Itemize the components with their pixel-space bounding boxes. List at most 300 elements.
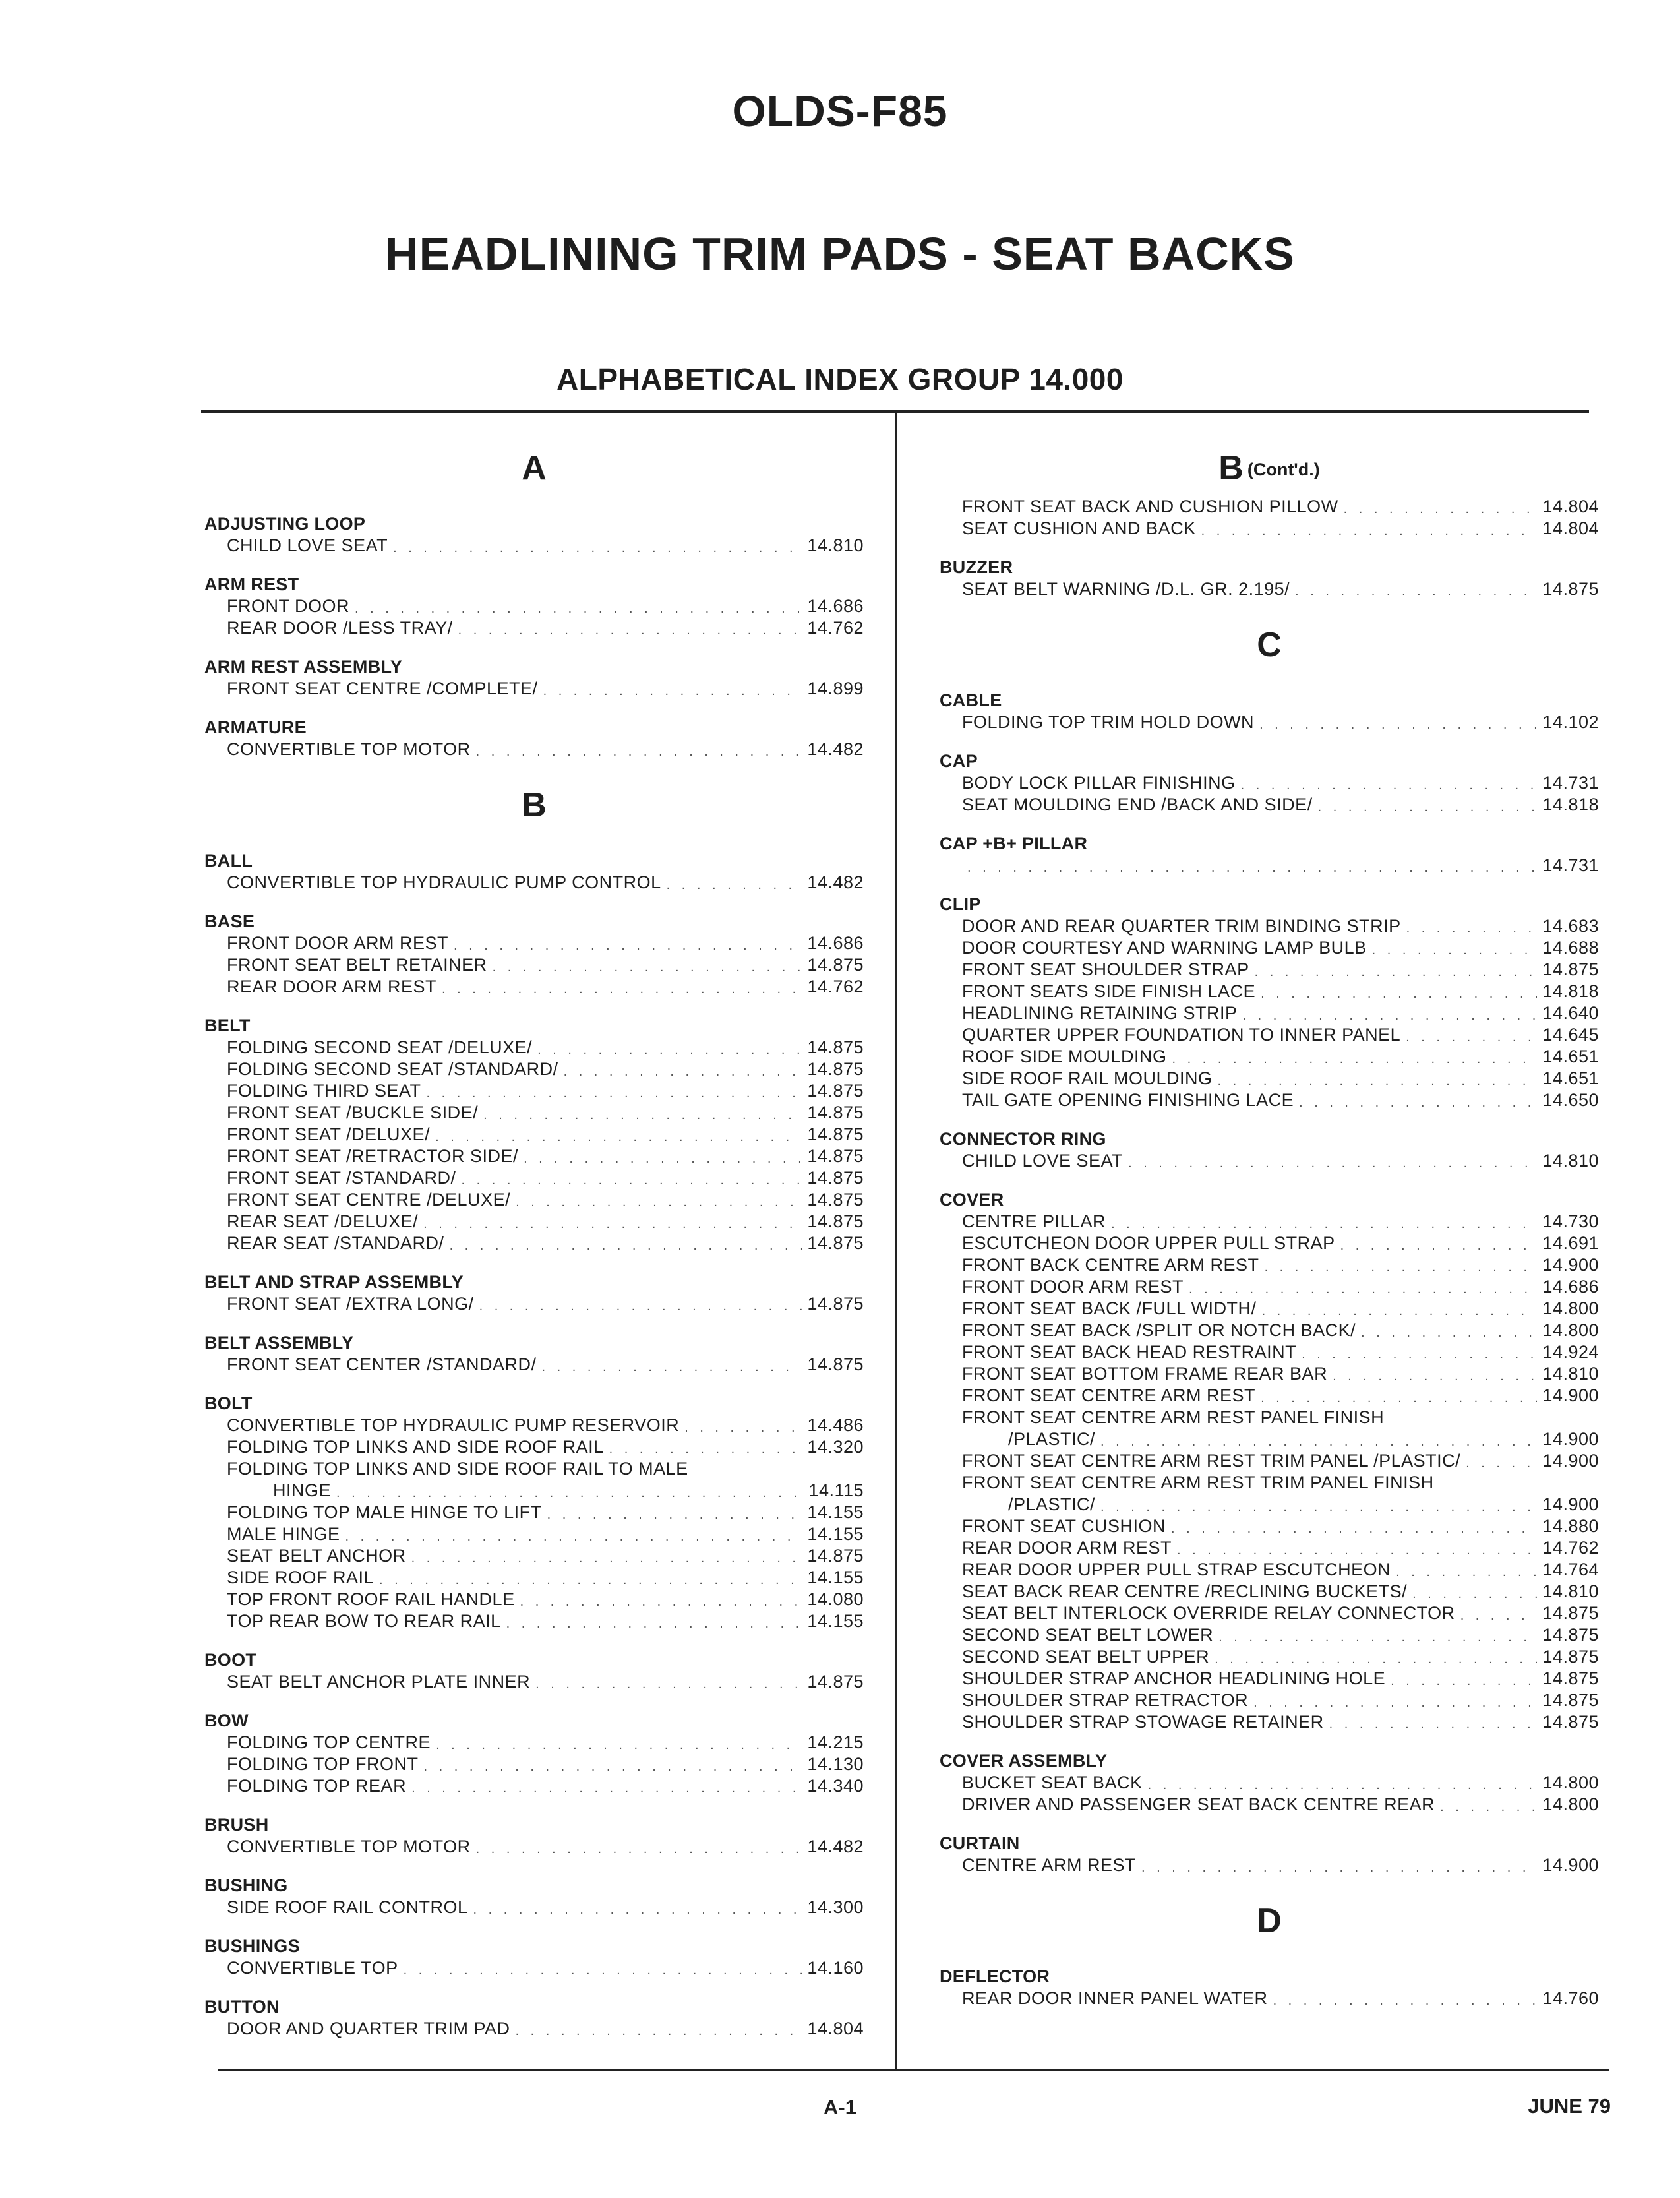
index-entry xyxy=(204,976,864,998)
index-entry xyxy=(940,712,1599,733)
group-heading: BUZZER xyxy=(940,557,1013,577)
make-title: OLDS-F85 xyxy=(732,86,948,135)
dot-leader xyxy=(543,683,802,700)
index-entry xyxy=(940,1407,1599,1428)
group-heading: COVER xyxy=(940,1190,1004,1209)
entry-label: FRONT SEAT /STANDARD/ xyxy=(227,1168,456,1188)
entry-label: FRONT SEAT BELT RETAINER xyxy=(227,955,487,975)
dot-leader xyxy=(345,1528,802,1545)
index-title: ALPHABETICAL INDEX GROUP 14.000 xyxy=(556,362,1124,396)
entry-label: REAR DOOR UPPER PULL STRAP ESCUTCHEON xyxy=(962,1560,1391,1579)
dot-leader xyxy=(542,1358,802,1376)
dot-leader xyxy=(1255,963,1538,981)
entry-reference-number: 14.155 xyxy=(807,1502,864,1522)
dot-leader xyxy=(684,1419,802,1436)
index-entry xyxy=(204,1124,864,1145)
index-entry xyxy=(940,1772,1599,1794)
entry-reference-number: 14.875 xyxy=(807,955,864,975)
entry-reference-number: 14.760 xyxy=(1542,1988,1599,2008)
dot-leader xyxy=(524,1150,802,1167)
entry-label: FRONT SEAT SHOULDER STRAP xyxy=(962,960,1249,979)
index-entry xyxy=(940,1002,1599,1024)
entry-label: /PLASTIC/ xyxy=(1008,1494,1096,1514)
dot-leader xyxy=(1340,1237,1538,1254)
index-entry xyxy=(940,1320,1599,1341)
index-group xyxy=(204,1814,864,1858)
entry-reference-number: 14.875 xyxy=(807,1546,864,1566)
index-group xyxy=(204,1015,864,1254)
entry-label: SEAT BELT INTERLOCK OVERRIDE RELAY CONNECTOR xyxy=(962,1603,1455,1623)
index-entry xyxy=(204,1458,864,1480)
index-group xyxy=(940,833,1599,876)
index-entry xyxy=(940,518,1599,539)
dot-leader xyxy=(1189,1281,1537,1298)
letter-section xyxy=(940,441,1599,539)
index-entry xyxy=(204,1480,864,1502)
dot-leader xyxy=(1318,799,1538,816)
entry-label: CONVERTIBLE TOP MOTOR xyxy=(227,739,471,759)
group-heading: BUTTON xyxy=(204,1997,280,2017)
group-heading: BOOT xyxy=(204,1650,257,1670)
index-entry xyxy=(204,1897,864,1918)
index-entry xyxy=(204,1167,864,1189)
section-letter xyxy=(204,778,864,833)
dot-leader xyxy=(1412,1585,1537,1603)
index-entry xyxy=(204,1545,864,1567)
left-index-column xyxy=(204,441,864,2040)
dot-leader xyxy=(404,1962,802,1979)
entry-reference-number: 14.762 xyxy=(807,618,864,638)
entry-label: FOLDING SECOND SEAT /STANDARD/ xyxy=(227,1059,558,1079)
entry-reference-number: 14.875 xyxy=(1542,1603,1599,1623)
dot-leader xyxy=(1299,1094,1537,1111)
group-heading: ARMATURE xyxy=(204,717,307,737)
entry-label: SIDE ROOF RAIL xyxy=(227,1568,375,1587)
dot-leader xyxy=(535,1676,802,1693)
dot-leader xyxy=(476,743,802,760)
entry-reference-number: 14.080 xyxy=(807,1589,864,1609)
dot-leader xyxy=(411,1780,802,1797)
dot-leader xyxy=(411,1550,802,1567)
entry-reference-number: 14.818 xyxy=(1542,795,1599,814)
index-entry xyxy=(204,932,864,954)
index-entry xyxy=(940,1211,1599,1233)
entry-label: FRONT SEAT /BUCKLE SIDE/ xyxy=(227,1103,479,1122)
dot-leader xyxy=(1243,1007,1538,1024)
dot-leader xyxy=(427,1085,802,1102)
entry-reference-number: 14.320 xyxy=(807,1437,864,1457)
entry-label: QUARTER UPPER FOUNDATION TO INNER PANEL xyxy=(962,1025,1401,1045)
index-entry xyxy=(940,1341,1599,1363)
entry-label: SEAT BELT ANCHOR xyxy=(227,1546,406,1566)
entry-reference-number: 14.875 xyxy=(1542,1690,1599,1710)
index-entry xyxy=(204,595,864,617)
dot-leader xyxy=(473,1901,802,1918)
index-group xyxy=(940,1128,1599,1172)
index-group xyxy=(204,1332,864,1376)
letter-section xyxy=(940,617,1599,673)
group-heading: ARM REST xyxy=(204,574,299,594)
entry-reference-number: 14.651 xyxy=(1542,1047,1599,1066)
index-entry xyxy=(204,1189,864,1211)
dot-leader xyxy=(1440,1798,1537,1816)
dot-leader xyxy=(424,1758,802,1775)
dot-leader xyxy=(1261,1389,1537,1407)
index-group xyxy=(940,1833,1599,1876)
entry-label: CHILD LOVE SEAT xyxy=(962,1151,1124,1171)
index-entry xyxy=(940,959,1599,981)
index-entry xyxy=(204,1102,864,1124)
entry-label: REAR DOOR ARM REST xyxy=(227,977,437,996)
entry-reference-number: 14.900 xyxy=(1542,1255,1599,1275)
index-entry xyxy=(204,1354,864,1376)
index-entry xyxy=(940,1624,1599,1646)
entry-reference-number: 14.683 xyxy=(1542,916,1599,936)
dot-leader xyxy=(435,1128,802,1145)
index-group xyxy=(940,1966,1599,2009)
entry-reference-number: 14.686 xyxy=(807,596,864,616)
entry-reference-number: 14.731 xyxy=(1542,855,1599,875)
index-entry xyxy=(204,1567,864,1589)
index-entry xyxy=(940,1089,1599,1111)
dot-leader xyxy=(479,1298,802,1315)
entry-reference-number: 14.115 xyxy=(808,1481,864,1500)
entry-reference-number: 14.482 xyxy=(807,739,864,759)
index-entry xyxy=(204,1211,864,1233)
entry-label: FRONT SEATS SIDE FINISH LACE xyxy=(962,981,1256,1001)
section-letter-text: C xyxy=(1257,626,1282,664)
dot-leader xyxy=(1148,1777,1538,1794)
entry-reference-number: 14.215 xyxy=(807,1732,864,1752)
entry-label: TOP REAR BOW TO REAR RAIL xyxy=(227,1611,501,1631)
entry-label: FOLDING TOP LINKS AND SIDE ROOF RAIL TO MALE xyxy=(227,1459,688,1479)
dot-leader xyxy=(1302,1346,1537,1363)
dot-leader xyxy=(564,1063,802,1080)
dot-leader xyxy=(516,1194,802,1211)
dot-leader xyxy=(462,1172,802,1189)
index-entry xyxy=(940,1254,1599,1276)
entry-reference-number: 14.730 xyxy=(1542,1211,1599,1231)
entry-label: SECOND SEAT BELT UPPER xyxy=(962,1647,1210,1666)
dot-leader xyxy=(483,1107,802,1124)
entry-label: FRONT SEAT BOTTOM FRAME REAR BAR xyxy=(962,1364,1328,1384)
dot-leader xyxy=(667,876,802,894)
entry-label: REAR SEAT /DELUXE/ xyxy=(227,1211,419,1231)
index-entry xyxy=(204,1293,864,1315)
group-heading: BUSHINGS xyxy=(204,1936,300,1956)
dot-leader xyxy=(1273,1992,1538,2009)
entry-reference-number: 14.875 xyxy=(807,1168,864,1188)
dot-leader xyxy=(516,2023,802,2040)
entry-label: ESCUTCHEON DOOR UPPER PULL STRAP xyxy=(962,1233,1335,1253)
dot-leader xyxy=(393,539,802,557)
index-entry xyxy=(940,937,1599,959)
entry-label: FRONT SEAT BACK /SPLIT OR NOTCH BACK/ xyxy=(962,1320,1356,1340)
dot-leader xyxy=(1100,1498,1537,1515)
entry-label: FRONT SEAT CENTER /STANDARD/ xyxy=(227,1355,537,1374)
issue-date: JUNE 79 xyxy=(1528,2094,1611,2118)
entry-reference-number: 14.875 xyxy=(807,1146,864,1166)
entry-reference-number: 14.900 xyxy=(1542,1386,1599,1405)
entry-reference-number: 14.800 xyxy=(1542,1773,1599,1792)
entry-label: REAR DOOR INNER PANEL WATER xyxy=(962,1988,1268,2008)
dot-leader xyxy=(336,1484,803,1502)
group-heading: BELT AND STRAP ASSEMBLY xyxy=(204,1272,464,1292)
entry-label: HEADLINING RETAINING STRIP xyxy=(962,1003,1238,1023)
entry-reference-number: 14.762 xyxy=(807,977,864,996)
entry-label: FRONT SEAT CENTRE ARM REST PANEL FINISH xyxy=(962,1407,1385,1427)
dot-leader xyxy=(1361,1324,1537,1341)
index-entry xyxy=(204,1836,864,1858)
index-entry xyxy=(940,1988,1599,2009)
index-entry xyxy=(204,678,864,700)
dot-leader xyxy=(355,600,802,617)
continued-label: (Cont'd.) xyxy=(1247,460,1320,479)
entry-reference-number: 14.762 xyxy=(1542,1538,1599,1558)
dot-leader xyxy=(1259,716,1537,733)
index-group xyxy=(204,1393,864,1632)
index-entry xyxy=(204,1523,864,1545)
entry-reference-number: 14.160 xyxy=(807,1958,864,1978)
entry-label: FRONT DOOR ARM REST xyxy=(227,933,449,953)
entry-reference-number: 14.486 xyxy=(807,1415,864,1435)
entry-reference-number: 14.155 xyxy=(807,1611,864,1631)
dot-leader xyxy=(454,937,802,954)
dot-leader xyxy=(520,1593,802,1610)
dot-leader xyxy=(1215,1651,1537,1668)
entry-label: SEAT BACK REAR CENTRE /RECLINING BUCKETS/ xyxy=(962,1581,1408,1601)
index-group xyxy=(204,850,864,894)
entry-label: SEAT MOULDING END /BACK AND SIDE/ xyxy=(962,795,1313,814)
dot-leader xyxy=(1172,1051,1538,1068)
entry-reference-number: 14.640 xyxy=(1542,1003,1599,1023)
entry-reference-number: 14.804 xyxy=(1542,497,1599,516)
entry-reference-number: 14.875 xyxy=(1542,1625,1599,1645)
entry-reference-number: 14.875 xyxy=(807,1294,864,1314)
entry-label: FOLDING THIRD SEAT xyxy=(227,1081,421,1101)
entry-reference-number: 14.155 xyxy=(807,1568,864,1587)
dot-leader xyxy=(1218,1629,1537,1646)
dot-leader xyxy=(1406,920,1538,937)
entry-label: FRONT SEAT /RETRACTOR SIDE/ xyxy=(227,1146,519,1166)
index-group xyxy=(204,717,864,760)
index-group xyxy=(204,1875,864,1918)
section-letter-text: A xyxy=(522,449,547,487)
entry-reference-number: 14.810 xyxy=(1542,1581,1599,1601)
entry-label: CONVERTIBLE TOP HYDRAULIC PUMP CONTROL xyxy=(227,872,661,892)
index-entry xyxy=(940,855,1599,876)
dot-leader xyxy=(436,1736,802,1754)
entry-label: FRONT SEAT CUSHION xyxy=(962,1516,1166,1536)
index-entry xyxy=(940,1537,1599,1559)
entry-reference-number: 14.731 xyxy=(1542,773,1599,793)
dot-leader xyxy=(1253,1694,1537,1711)
index-entry xyxy=(940,1385,1599,1407)
dot-leader xyxy=(967,859,1537,876)
dot-leader xyxy=(1265,1259,1538,1276)
group-heading: CURTAIN xyxy=(940,1833,1020,1853)
group-heading: ADJUSTING LOOP xyxy=(204,514,366,534)
dot-leader xyxy=(476,1841,802,1858)
entry-label: /PLASTIC/ xyxy=(1008,1429,1096,1449)
entry-label: DOOR AND REAR QUARTER TRIM BINDING STRIP xyxy=(962,916,1401,936)
entry-label: FRONT SEAT CENTRE ARM REST xyxy=(962,1386,1256,1405)
dot-leader xyxy=(1128,1155,1537,1172)
dot-leader xyxy=(506,1615,802,1632)
entry-label: TOP FRONT ROOF RAIL HANDLE xyxy=(227,1589,515,1609)
entry-reference-number: 14.691 xyxy=(1542,1233,1599,1253)
group-heading: CAP +B+ PILLAR xyxy=(940,834,1088,853)
dot-leader xyxy=(1241,777,1538,794)
index-entry xyxy=(940,1494,1599,1515)
entry-label: HINGE xyxy=(273,1481,332,1500)
entry-reference-number: 14.875 xyxy=(807,1190,864,1209)
group-heading: CABLE xyxy=(940,690,1002,710)
dot-leader xyxy=(1396,1564,1537,1581)
entry-reference-number: 14.875 xyxy=(1542,1647,1599,1666)
letter-section xyxy=(204,441,864,496)
index-entry xyxy=(940,1233,1599,1254)
dot-leader xyxy=(442,981,802,998)
entry-label: CONVERTIBLE TOP xyxy=(227,1958,398,1978)
dot-leader xyxy=(1201,522,1538,539)
index-group xyxy=(204,1271,864,1315)
entry-label: FRONT SEAT /EXTRA LONG/ xyxy=(227,1294,474,1314)
entry-label: CONVERTIBLE TOP HYDRAULIC PUMP RESERVOIR xyxy=(227,1415,680,1435)
group-heading: BELT ASSEMBLY xyxy=(204,1333,354,1353)
dot-leader xyxy=(1111,1215,1537,1233)
section-letter-text: B xyxy=(1218,449,1244,487)
index-group xyxy=(940,750,1599,816)
index-entry xyxy=(204,2018,864,2040)
entry-reference-number: 14.900 xyxy=(1542,1451,1599,1471)
index-entry xyxy=(940,578,1599,600)
entry-label: FRONT SEAT CENTRE /COMPLETE/ xyxy=(227,679,538,698)
group-heading: BRUSH xyxy=(204,1815,269,1835)
group-heading: BOW xyxy=(204,1711,249,1730)
index-group xyxy=(204,1649,864,1693)
index-group xyxy=(204,574,864,639)
entry-reference-number: 14.875 xyxy=(807,1355,864,1374)
index-entry xyxy=(204,1754,864,1775)
entry-reference-number: 14.688 xyxy=(1542,938,1599,958)
index-group xyxy=(204,656,864,700)
entry-label: FOLDING TOP MALE HINGE TO LIFT xyxy=(227,1502,542,1522)
index-entry xyxy=(204,1415,864,1436)
dot-leader xyxy=(537,1041,802,1058)
section-title: HEADLINING TRIM PADS - SEAT BACKS xyxy=(385,228,1295,280)
index-entry xyxy=(940,1690,1599,1711)
index-entry xyxy=(940,1794,1599,1816)
index-entry xyxy=(940,1668,1599,1690)
entry-label: FRONT SEAT BACK AND CUSHION PILLOW xyxy=(962,497,1338,516)
entry-reference-number: 14.645 xyxy=(1542,1025,1599,1045)
index-entry xyxy=(940,1581,1599,1603)
index-entry xyxy=(204,1436,864,1458)
index-entry xyxy=(204,872,864,894)
entry-reference-number: 14.875 xyxy=(807,1124,864,1144)
dot-leader xyxy=(1218,1072,1538,1089)
index-entry xyxy=(940,1559,1599,1581)
entry-label: SECOND SEAT BELT LOWER xyxy=(962,1625,1214,1645)
entry-label: MALE HINGE xyxy=(227,1524,340,1544)
entry-reference-number: 14.875 xyxy=(1542,579,1599,599)
dot-leader xyxy=(1100,1433,1537,1450)
entry-label: SEAT BELT ANCHOR PLATE INNER xyxy=(227,1672,531,1692)
entry-reference-number: 14.875 xyxy=(807,1211,864,1231)
index-group xyxy=(940,894,1599,1111)
entry-reference-number: 14.900 xyxy=(1542,1429,1599,1449)
index-entry xyxy=(204,1080,864,1102)
index-group xyxy=(204,911,864,998)
entry-label: REAR DOOR ARM REST xyxy=(962,1538,1172,1558)
index-entry xyxy=(940,1363,1599,1385)
entry-reference-number: 14.102 xyxy=(1542,712,1599,732)
entry-reference-number: 14.482 xyxy=(807,872,864,892)
entry-label: SEAT CUSHION AND BACK xyxy=(962,518,1196,538)
column-divider xyxy=(895,410,897,2069)
entry-reference-number: 14.130 xyxy=(807,1754,864,1774)
index-entry xyxy=(940,1046,1599,1068)
entry-label: FOLDING TOP LINKS AND SIDE ROOF RAIL xyxy=(227,1437,604,1457)
section-letter xyxy=(940,441,1599,496)
dot-leader xyxy=(1262,1302,1538,1320)
entry-label: FRONT SEAT BACK /FULL WIDTH/ xyxy=(962,1298,1257,1318)
entry-reference-number: 14.810 xyxy=(1542,1364,1599,1384)
index-group xyxy=(204,1996,864,2040)
entry-reference-number: 14.875 xyxy=(807,1059,864,1079)
entry-label: FRONT SEAT CENTRE /DELUXE/ xyxy=(227,1190,511,1209)
entry-label: FRONT DOOR xyxy=(227,596,349,616)
group-heading: BELT xyxy=(204,1016,251,1035)
index-entry xyxy=(940,915,1599,937)
dot-leader xyxy=(1261,985,1537,1002)
entry-reference-number: 14.924 xyxy=(1542,1342,1599,1362)
dot-leader xyxy=(1141,1859,1537,1876)
entry-label: CHILD LOVE SEAT xyxy=(227,535,388,555)
dot-leader xyxy=(1391,1672,1537,1690)
entry-reference-number: 14.900 xyxy=(1542,1494,1599,1514)
index-entry xyxy=(940,794,1599,816)
index-entry xyxy=(204,1233,864,1254)
entry-label: FOLDING TOP CENTRE xyxy=(227,1732,431,1752)
entry-reference-number: 14.650 xyxy=(1542,1090,1599,1110)
entry-reference-number: 14.804 xyxy=(807,2019,864,2038)
entry-label: REAR SEAT /STANDARD/ xyxy=(227,1233,444,1253)
entry-label: DRIVER AND PASSENGER SEAT BACK CENTRE REAR xyxy=(962,1794,1435,1814)
dot-leader xyxy=(1372,942,1538,959)
entry-reference-number: 14.880 xyxy=(1542,1516,1599,1536)
index-entry xyxy=(204,1671,864,1693)
group-heading: BALL xyxy=(204,851,253,870)
dot-leader xyxy=(423,1215,802,1233)
index-entry xyxy=(940,1450,1599,1472)
entry-reference-number: 14.899 xyxy=(807,679,864,698)
entry-label: FRONT DOOR ARM REST xyxy=(962,1277,1184,1297)
dot-leader xyxy=(493,959,802,976)
index-entry xyxy=(940,1298,1599,1320)
entry-label: FRONT SEAT CENTRE ARM REST TRIM PANEL FINISH xyxy=(962,1473,1434,1492)
index-entry xyxy=(204,535,864,557)
index-group xyxy=(204,1936,864,1979)
index-entry xyxy=(940,1024,1599,1046)
group-heading: CLIP xyxy=(940,894,981,914)
group-heading: BOLT xyxy=(204,1393,253,1413)
entry-label: SEAT BELT WARNING /D.L. GR. 2.195/ xyxy=(962,579,1290,599)
dot-leader xyxy=(450,1237,802,1254)
index-entry xyxy=(940,1428,1599,1450)
entry-reference-number: 14.900 xyxy=(1542,1855,1599,1875)
